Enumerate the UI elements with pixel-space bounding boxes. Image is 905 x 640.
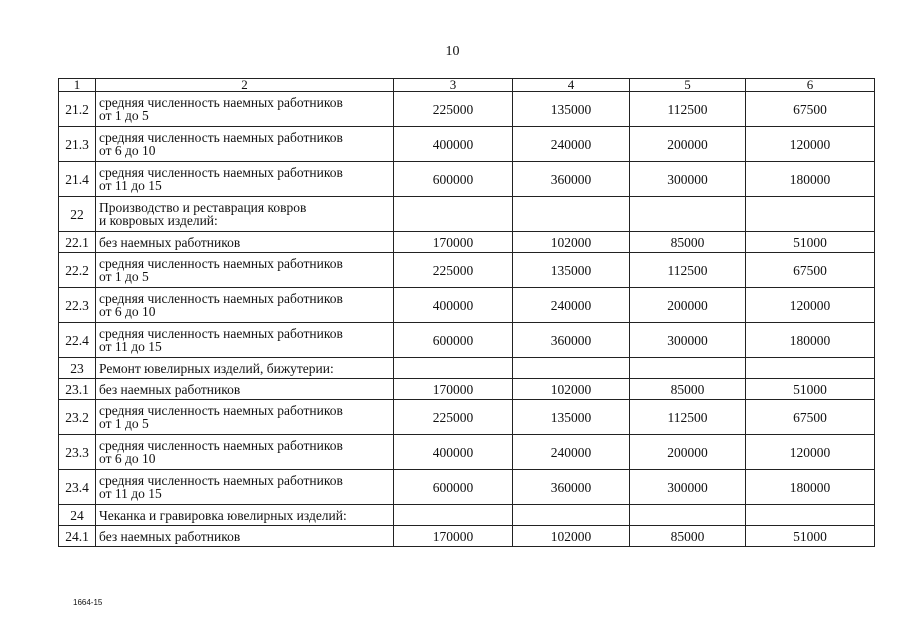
amount-cell-v5: 300000 bbox=[630, 162, 746, 197]
row-code: 23.4 bbox=[59, 470, 96, 505]
row-description bbox=[96, 253, 394, 288]
amount-cell-v3: 170000 bbox=[394, 232, 513, 253]
row-description bbox=[96, 505, 394, 526]
amount-cell-v3: 400000 bbox=[394, 127, 513, 162]
amount-cell-v4 bbox=[513, 505, 630, 526]
description-line: от 6 до 10 bbox=[99, 451, 156, 466]
description-line: средняя численность наемных работников bbox=[99, 403, 343, 418]
amount-cell-v4: 135000 bbox=[513, 400, 630, 435]
row-code: 23 bbox=[59, 358, 96, 379]
table-row bbox=[59, 379, 875, 400]
amount-cell-v6: 180000 bbox=[746, 323, 875, 358]
row-code: 22.3 bbox=[59, 288, 96, 323]
amount-cell-v3: 225000 bbox=[394, 400, 513, 435]
table-row bbox=[59, 127, 875, 162]
row-code: 21.2 bbox=[59, 92, 96, 127]
amount-cell-v5: 300000 bbox=[630, 470, 746, 505]
description-line: от 6 до 10 bbox=[99, 304, 156, 319]
amount-cell-v5: 200000 bbox=[630, 435, 746, 470]
column-header: 3 bbox=[394, 79, 513, 92]
page-number: 10 bbox=[445, 44, 460, 59]
amount-cell-v5: 200000 bbox=[630, 288, 746, 323]
row-code: 22.4 bbox=[59, 323, 96, 358]
amount-cell-v6 bbox=[746, 505, 875, 526]
row-description bbox=[96, 197, 394, 232]
amount-cell-v6: 120000 bbox=[746, 435, 875, 470]
row-code: 23.1 bbox=[59, 379, 96, 400]
column-header: 6 bbox=[746, 79, 875, 92]
table-row bbox=[59, 358, 875, 379]
row-description bbox=[96, 435, 394, 470]
table-row bbox=[59, 526, 875, 547]
row-code: 23.2 bbox=[59, 400, 96, 435]
amount-cell-v6 bbox=[746, 358, 875, 379]
description-line: от 11 до 15 bbox=[99, 178, 162, 193]
row-description bbox=[96, 127, 394, 162]
amount-cell-v6: 67500 bbox=[746, 400, 875, 435]
row-description bbox=[96, 470, 394, 505]
description-line: Чеканка и гравировка ювелирных изделий: bbox=[99, 507, 347, 523]
row-description bbox=[96, 92, 394, 127]
description-line: средняя численность наемных работников bbox=[99, 326, 343, 341]
amount-cell-v6: 67500 bbox=[746, 253, 875, 288]
row-description bbox=[96, 358, 394, 379]
amount-cell-v3: 225000 bbox=[394, 253, 513, 288]
row-description bbox=[96, 288, 394, 323]
amount-cell-v3: 170000 bbox=[394, 526, 513, 547]
description-line: без наемных работников bbox=[99, 381, 241, 397]
amount-cell-v5 bbox=[630, 197, 746, 232]
amount-cell-v5 bbox=[630, 358, 746, 379]
description-line: средняя численность наемных работников bbox=[99, 95, 343, 110]
table-row bbox=[59, 288, 875, 323]
amount-cell-v3: 400000 bbox=[394, 288, 513, 323]
amount-cell-v4: 360000 bbox=[513, 323, 630, 358]
amount-cell-v4: 102000 bbox=[513, 379, 630, 400]
column-header: 1 bbox=[59, 79, 96, 92]
amount-cell-v4: 102000 bbox=[513, 232, 630, 253]
amount-cell-v3 bbox=[394, 358, 513, 379]
amount-cell-v3: 600000 bbox=[394, 470, 513, 505]
description-line: от 6 до 10 bbox=[99, 143, 156, 158]
table-row bbox=[59, 435, 875, 470]
description-line: от 11 до 15 bbox=[99, 486, 162, 501]
amount-cell-v6: 51000 bbox=[746, 379, 875, 400]
row-description bbox=[96, 162, 394, 197]
description-line: средняя численность наемных работников bbox=[99, 291, 343, 306]
amount-cell-v4 bbox=[513, 358, 630, 379]
amount-cell-v6: 120000 bbox=[746, 127, 875, 162]
row-code: 22.2 bbox=[59, 253, 96, 288]
table-row bbox=[59, 92, 875, 127]
row-description bbox=[96, 323, 394, 358]
amount-cell-v6: 180000 bbox=[746, 162, 875, 197]
table-header-row bbox=[59, 79, 875, 92]
amount-cell-v3: 170000 bbox=[394, 379, 513, 400]
amount-cell-v5: 200000 bbox=[630, 127, 746, 162]
table-row bbox=[59, 253, 875, 288]
amount-cell-v4: 240000 bbox=[513, 127, 630, 162]
description-line: средняя численность наемных работников bbox=[99, 165, 343, 180]
description-line: от 11 до 15 bbox=[99, 339, 162, 354]
row-description bbox=[96, 379, 394, 400]
table-row bbox=[59, 323, 875, 358]
amount-cell-v4: 240000 bbox=[513, 435, 630, 470]
description-line: средняя численность наемных работников bbox=[99, 130, 343, 145]
amount-cell-v6: 180000 bbox=[746, 470, 875, 505]
amount-cell-v3: 600000 bbox=[394, 323, 513, 358]
amount-cell-v5 bbox=[630, 505, 746, 526]
table-row bbox=[59, 400, 875, 435]
amount-cell-v3 bbox=[394, 197, 513, 232]
table-row bbox=[59, 162, 875, 197]
column-header: 2 bbox=[96, 79, 394, 92]
row-code: 24.1 bbox=[59, 526, 96, 547]
amount-cell-v4: 135000 bbox=[513, 92, 630, 127]
tariff-table bbox=[58, 78, 875, 547]
amount-cell-v3: 600000 bbox=[394, 162, 513, 197]
description-line: без наемных работников bbox=[99, 528, 241, 544]
description-line: без наемных работников bbox=[99, 234, 241, 250]
description-line: средняя численность наемных работников bbox=[99, 256, 343, 271]
amount-cell-v6: 67500 bbox=[746, 92, 875, 127]
row-code: 23.3 bbox=[59, 435, 96, 470]
description-line: средняя численность наемных работников bbox=[99, 438, 343, 453]
amount-cell-v5: 112500 bbox=[630, 253, 746, 288]
amount-cell-v5: 85000 bbox=[630, 232, 746, 253]
description-line: Ремонт ювелирных изделий, бижутерии: bbox=[99, 360, 334, 376]
amount-cell-v3: 400000 bbox=[394, 435, 513, 470]
amount-cell-v6 bbox=[746, 197, 875, 232]
amount-cell-v4: 360000 bbox=[513, 162, 630, 197]
document-code: 1664-15 bbox=[73, 598, 103, 607]
table-row bbox=[59, 505, 875, 526]
amount-cell-v5: 300000 bbox=[630, 323, 746, 358]
column-header: 4 bbox=[513, 79, 630, 92]
amount-cell-v4: 102000 bbox=[513, 526, 630, 547]
amount-cell-v5: 112500 bbox=[630, 92, 746, 127]
amount-cell-v4: 240000 bbox=[513, 288, 630, 323]
description-line: от 1 до 5 bbox=[99, 269, 149, 284]
table-row bbox=[59, 232, 875, 253]
row-code: 22 bbox=[59, 197, 96, 232]
description-line: Производство и реставрация ковров bbox=[99, 200, 307, 215]
amount-cell-v6: 51000 bbox=[746, 526, 875, 547]
description-line: от 1 до 5 bbox=[99, 108, 149, 123]
row-code: 24 bbox=[59, 505, 96, 526]
row-code: 21.3 bbox=[59, 127, 96, 162]
amount-cell-v3: 225000 bbox=[394, 92, 513, 127]
amount-cell-v5: 85000 bbox=[630, 526, 746, 547]
row-code: 22.1 bbox=[59, 232, 96, 253]
amount-cell-v3 bbox=[394, 505, 513, 526]
table-row bbox=[59, 197, 875, 232]
amount-cell-v6: 51000 bbox=[746, 232, 875, 253]
row-description bbox=[96, 526, 394, 547]
description-line: и ковровых изделий: bbox=[99, 213, 218, 228]
row-code: 21.4 bbox=[59, 162, 96, 197]
table-row bbox=[59, 470, 875, 505]
amount-cell-v4 bbox=[513, 197, 630, 232]
amount-cell-v5: 85000 bbox=[630, 379, 746, 400]
amount-cell-v4: 135000 bbox=[513, 253, 630, 288]
description-line: средняя численность наемных работников bbox=[99, 473, 343, 488]
amount-cell-v4: 360000 bbox=[513, 470, 630, 505]
row-description bbox=[96, 232, 394, 253]
description-line: от 1 до 5 bbox=[99, 416, 149, 431]
amount-cell-v6: 120000 bbox=[746, 288, 875, 323]
row-description bbox=[96, 400, 394, 435]
column-header: 5 bbox=[630, 79, 746, 92]
amount-cell-v5: 112500 bbox=[630, 400, 746, 435]
